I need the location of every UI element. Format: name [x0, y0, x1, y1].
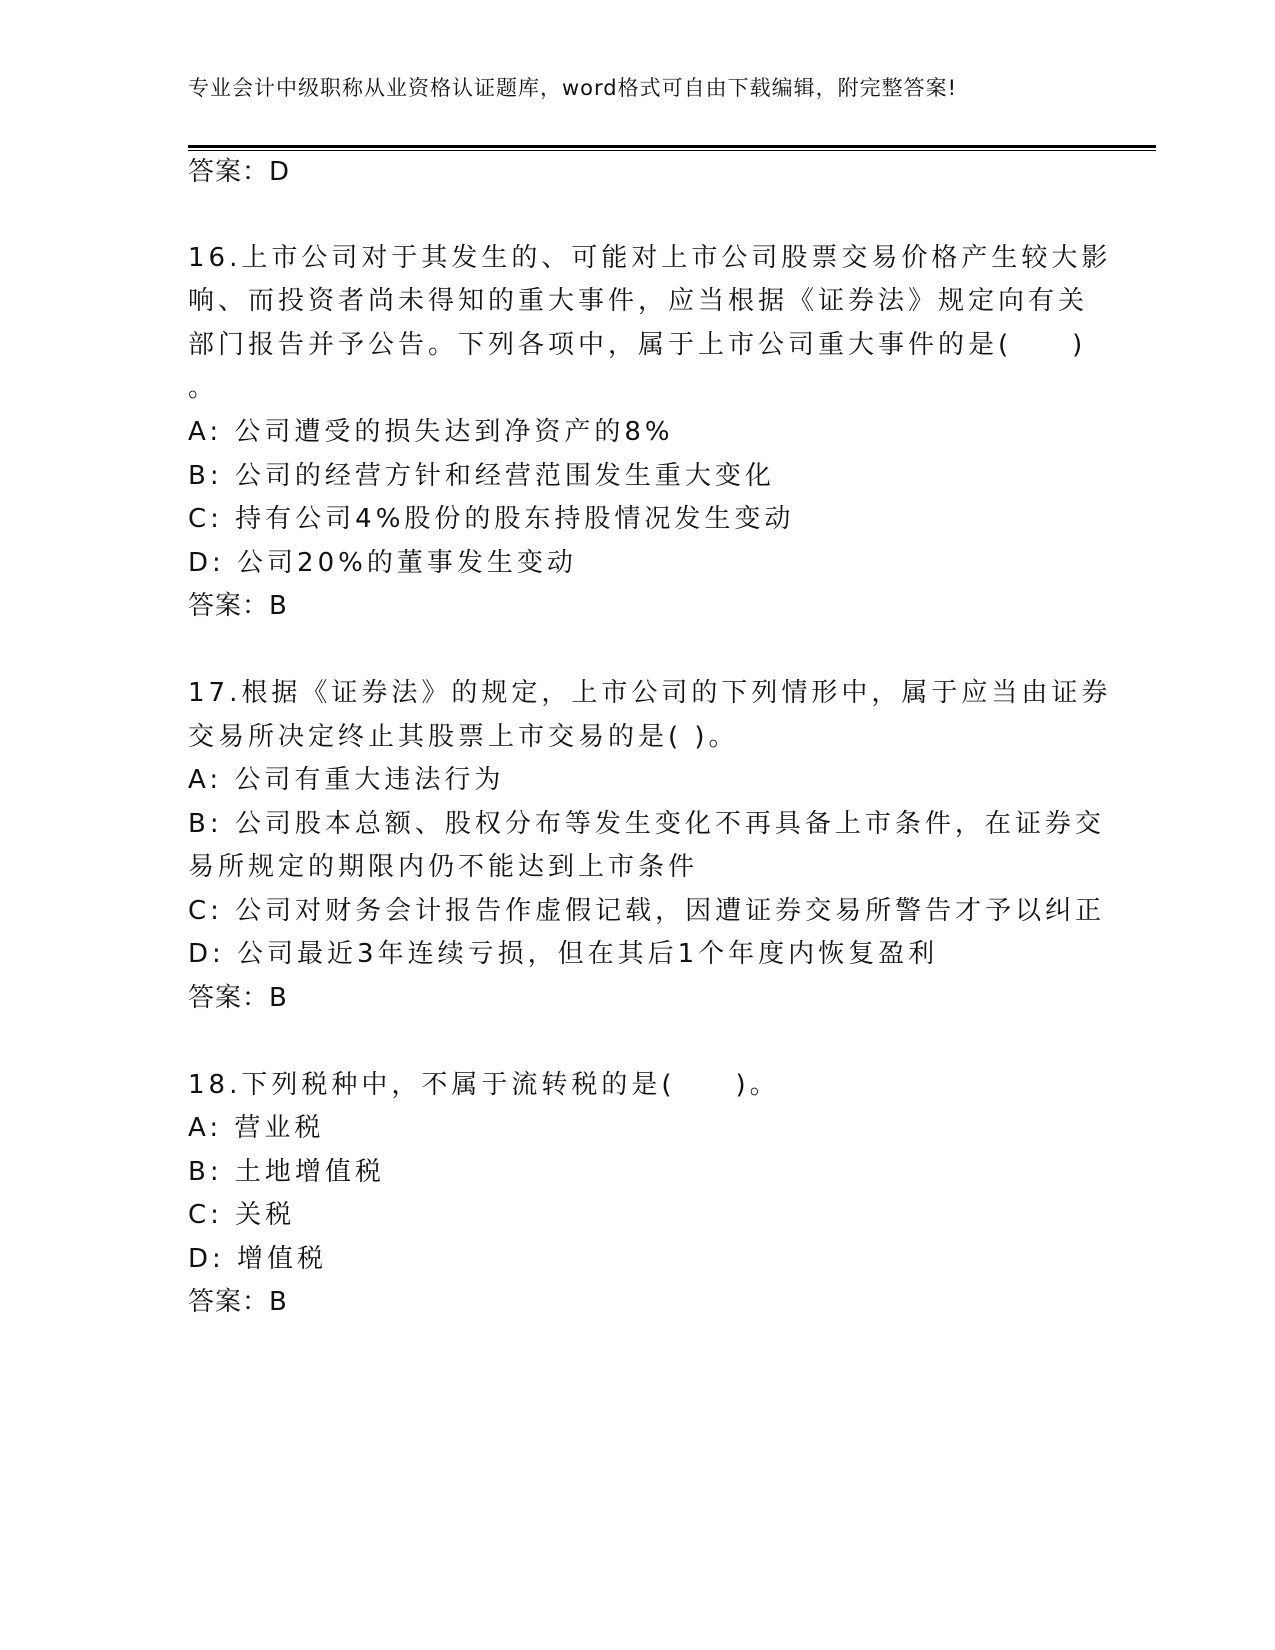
question-18-option-a: A: 营业税: [188, 1113, 325, 1143]
question-18-answer: 答案：B: [188, 1287, 288, 1317]
header-rule-thick: [188, 145, 1156, 148]
question-16-option-b: B: 公司的经营方针和经营范围发生重大变化: [188, 461, 775, 491]
question-17-answer: 答案：B: [188, 983, 288, 1013]
question-17-stem-line-1: 17.根据《证券法》的规定，上市公司的下列情形中，属于应当由证券: [188, 678, 1112, 708]
question-16-option-a: A: 公司遭受的损失达到净资产的8%: [188, 417, 674, 447]
question-16-option-d: D: 公司20%的董事发生变动: [188, 548, 577, 578]
question-17-option-b-line-2: 易所规定的期限内仍不能达到上市条件: [188, 852, 699, 882]
question-16-stem-line-1: 16.上市公司对于其发生的、可能对上市公司股票交易价格产生较大影: [188, 243, 1112, 273]
question-17-option-b-line-1: B: 公司股本总额、股权分布等发生变化不再具备上市条件，在证券交: [188, 809, 1105, 839]
question-18-stem: 18.下列税种中，不属于流转税的是( )。: [188, 1070, 780, 1100]
question-16-option-c: C: 持有公司4%股份的股东持股情况发生变动: [188, 504, 795, 534]
previous-answer: 答案：D: [188, 157, 291, 187]
question-17-stem-line-2: 交易所决定终止其股票上市交易的是( )。: [188, 722, 739, 752]
question-18-option-c: C: 关税: [188, 1200, 296, 1230]
question-17-option-a: A: 公司有重大违法行为: [188, 765, 505, 795]
question-16-stem-line-4: 。: [188, 373, 219, 403]
question-17-option-d: D: 公司最近3年连续亏损，但在其后1个年度内恢复盈利: [188, 939, 939, 969]
header-rule-thin: [188, 150, 1156, 151]
question-18-option-d: D: 增值税: [188, 1244, 328, 1274]
question-16-stem-line-3: 部门报告并予公告。下列各项中，属于上市公司重大事件的是( ): [188, 330, 1087, 360]
question-17-option-c: C: 公司对财务会计报告作虚假记载，因遭证券交易所警告才予以纠正: [188, 896, 1106, 926]
page-header: 专业会计中级职称从业资格认证题库，word格式可自由下载编辑，附完整答案!: [188, 76, 958, 100]
question-16-stem-line-2: 响、而投资者尚未得知的重大事件，应当根据《证券法》规定向有关: [188, 286, 1089, 316]
question-16-answer: 答案：B: [188, 591, 288, 621]
question-18-option-b: B: 土地增值税: [188, 1157, 385, 1187]
